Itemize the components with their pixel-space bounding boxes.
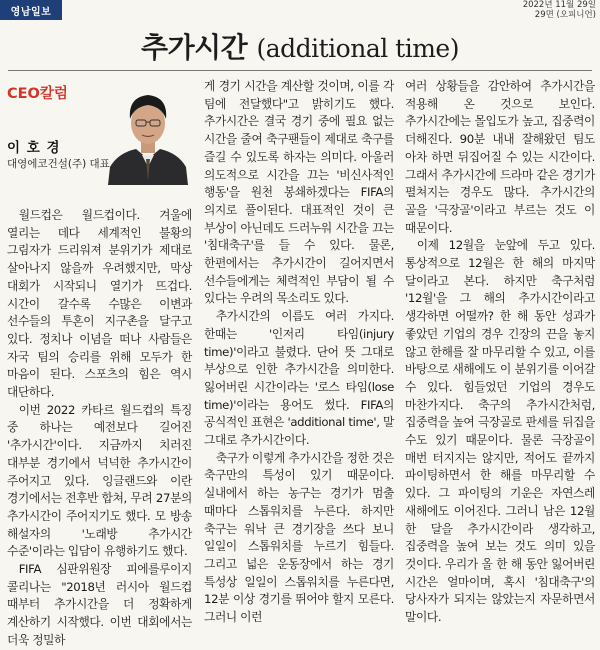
article-column-1: [7, 207, 192, 650]
author-title: 대영에코건설(주) 대표: [7, 158, 110, 170]
issue-date: 2022년 11월 29일: [522, 0, 596, 10]
dateline: [523, 1, 596, 20]
paragraph: 이번 2022 카타르 월드컵의 특징 중 하나는 예전보다 길어진 '추가시간'이다. 지금까지 치러진 대부분 경기에서 넉넉한 추가시간이 주어지고 있다. 잉글랜드와 이란 경기에서는 전후반 합쳐, 무려 27분의 추가시간이 주어지기도 했다. 모 방송 해설자의 '노래방 추가시간 수준'이라는 입담이 유행하기도 했다.: [7, 402, 192, 559]
headline-english: (additional time): [256, 34, 459, 63]
logo-text: 영남일보: [10, 6, 52, 18]
article-column-3: [405, 78, 595, 627]
article-column-2: [204, 78, 394, 627]
paragraph: FIFA 심판위원장 피에를루이지 콜리나는 "2018년 러시아 월드컵 때부터 추가시간을 더 정확하게 계산하기 시작했다. 이번 대회에서는 더욱 정밀하: [7, 562, 192, 647]
paragraph: 여러 상황들을 감안하여 추가시간을 적용해 온 것으로 보인다. 추가시간에는 몰입도가 높고, 집중력이 더해진다. 90분 내내 잘해왔던 팀도 아차 하면 뒤집어질 수 있는 시간이다. 그래서 추가시간에 드라마 같은 경기가 펼쳐지는 경우도 많다. 추가시간의 골을 '극장골'이라고 부르는 것도 이 때문이다.: [405, 79, 595, 235]
headline-rule: [8, 70, 592, 71]
section-label: CEO칼럼: [7, 86, 68, 102]
paragraph: 이제 12월을 눈앞에 두고 있다. 통상적으로 12월은 한 해의 마지막 달이라고 본다. 하지만 축구처럼 '12월'을 그 해의 추가시간이라고 생각하면 어떨까? 한 해 동안 성과가 좋았던 기업의 경우 긴장의 끈을 놓지 않고 한해를 잘 마무리할 수 있고, 이를 바탕으로 새해에도 이 분위기를 이어갈 수 있다. 힘들었던 기업의 경우도 마찬가지다. 축구의 추가시간처럼, 집중력을 높여 극장골로 판세를 뒤집을 수도 있기 때문이다. 물론 극장골이 매번 터지지는 않지만, 적어도 끝까지 파이팅하면서 한 해를 마무리할 수 있다. 그 파이팅의 기운은 자연스레 새해에도 이어진다. 그러니 남은 12월 한 달을 추가시간이라 생각하고, 집중력을 높여 보는 것도 의미 있을 것이다. 우리가 올 한 해 동안 잃어버린 시간은 얼마이며, 혹시 '침대축구'의 당사자가 되지는 않았는지 자문하면서 말이다.: [405, 238, 595, 625]
author-photo: [98, 75, 198, 185]
author-name: 이 호 경: [7, 140, 61, 156]
paragraph: 게 경기 시간을 계산할 것이며, 이를 각 팀에 전달했다"고 밝히기도 했다. 추가시간은 결국 경기 중에 필요 없는 시간을 줄여 축구팬들이 제대로 축구를 즐길 수 있도록 하자는 의미다. 아울러 의도적으로 시간을 끄는 '비신사적인 행동'을 원천 봉쇄하겠다는 FIFA의 의지로 풀이된다. 대표적인 것이 큰 부상이 아닌데도 드러누워 시간을 끄는 '침대축구'를 들 수 있다. 물론, 한편에서는 추가시간이 길어지면서 선수들에게는 체력적인 부담이 될 수 있다는 우려의 목소리도 있다.: [204, 79, 394, 306]
masthead: [0, 0, 600, 20]
paragraph: 추가시간의 이름도 여러 가지다. 한때는 '인저리 타임(injury time)'이라고 불렸다. 단어 뜻 그대로 부상으로 인한 추가시간을 의미한다. 잃어버린 시간이라는 '로스 타임(lose time)'이라는 용어도 썼다. FIFA의 공식적인 표현은 'additional time', 말 그대로 추가시간이다.: [204, 309, 394, 448]
headline-korean: 추가시간: [141, 31, 248, 64]
paragraph: 축구가 이렇게 추가시간을 정한 것은 축구만의 특성이 있기 때문이다. 실내에서 하는 농구는 경기가 멈출 때마다 스톱워치를 누른다. 하지만 축구는 워낙 큰 경기장을 쓰다 보니 일일이 스톱워치를 누르기 힘들다. 그리고 넓은 운동장에서 하는 경기 특성상 일일이 스톱워치를 누른다면, 12분 이상 경기를 뛰어야 할지 모른다. 그러니 이런: [204, 450, 394, 625]
newspaper-logo: [0, 0, 62, 20]
page-section: 29면 (오피니언): [534, 9, 596, 20]
paragraph: 월드컵은 월드컵이다. 겨울에 열리는 데다 세계적인 불황의 그림자가 드리워져 분위기가 제대로 살아나지 않을까 우려했지만, 막상 대회가 시작되니 열기가 뜨겁다. 시간이 갈수록 수많은 이변과 선수들의 투혼이 지구촌을 달구고 있다. 정치나 이념을 떠나 사람들은 자국 팀의 승리를 위해 모두가 한 마음이 된다. 스포츠의 힘은 역시 대단하다.: [7, 208, 192, 400]
headline: [0, 26, 600, 66]
